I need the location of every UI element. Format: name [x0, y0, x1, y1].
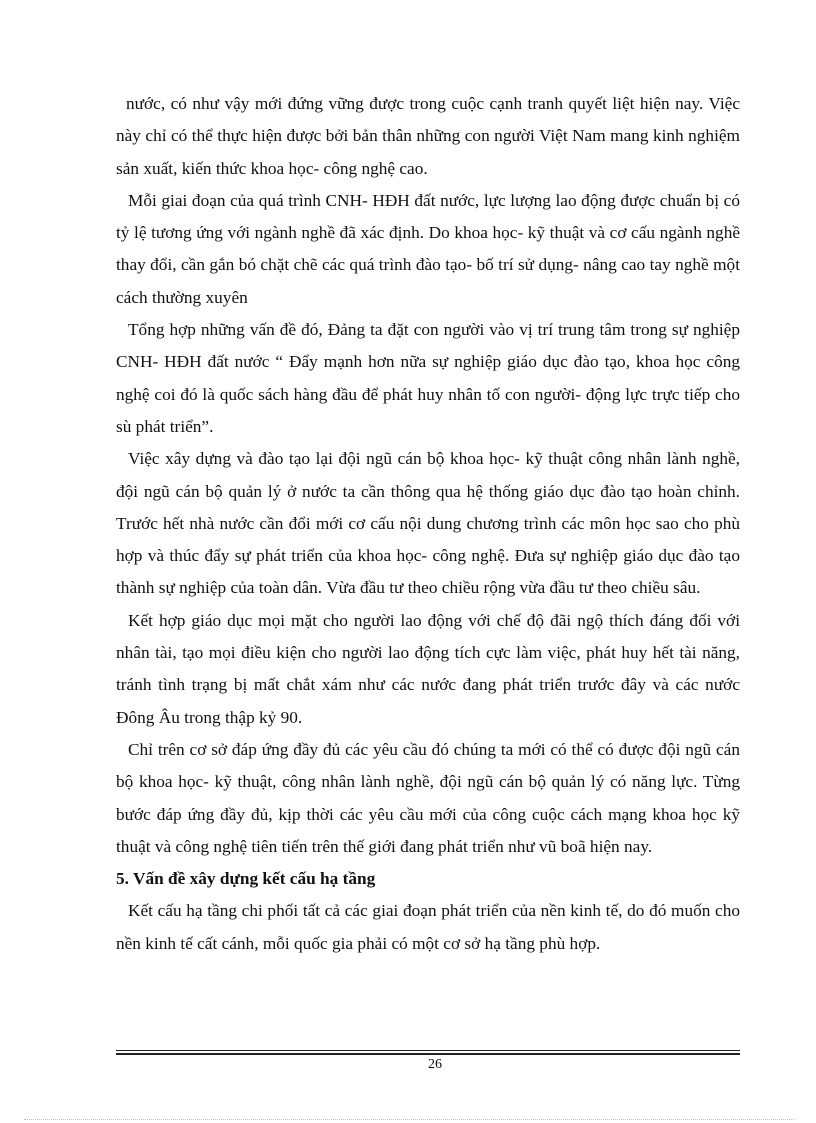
paragraph-5: Kết hợp giáo dục mọi mặt cho người lao động với chế độ đãi ngộ thích đáng đối với nhân tài, tạo mọi điều kiện cho người lao động tích cực làm việc, phát huy hết tài năng, tránh tình trạng bị mất chắt xám như các nước đang phát triển trước đây và các nước Đông Âu trong thập kỷ 90. — [116, 610, 740, 727]
section-heading: 5. Vấn đề xây dựng kết cấu hạ tầng — [116, 869, 376, 889]
footer-rule-thin — [116, 1050, 740, 1051]
page-body — [116, 88, 740, 960]
page-edge-divider — [24, 1119, 794, 1120]
paragraph-4: Việc xây dựng và đào tạo lại đội ngũ cán bộ khoa học- kỹ thuật công nhân lành nghề, đội ngũ cán bộ quản lý ở nước ta cần thông qua hệ thống giáo dục đào tạo hoàn chỉnh. Trước hết nhà nước cần đổi mới cơ cấu nội dung chương trình các môn học sao cho phù hợp và thúc đẩy sự phát triển của khoa học- công nghệ. Đưa sự nghiệp giáo dục đào tạo thành sự nghiệp của toàn dân. Vừa đầu tư theo chiều rộng vừa đầu tư theo chiều sâu. — [116, 449, 740, 598]
page-number: 26 — [428, 1057, 442, 1072]
paragraph-1: nước, có như vậy mới đứng vững được trong cuộc cạnh tranh quyết liệt hiện nay. Việc này chỉ có thể thực hiện được bởi bản thân những con người Việt Nam mang kinh nghiệm sản xuất, kiến thức khoa học- công nghệ cao. — [116, 94, 740, 178]
footer-rule-thick — [116, 1053, 740, 1055]
paragraph-2: Mỗi giai đoạn của quá trình CNH- HĐH đất nước, lực lượng lao động được chuẩn bị có tỷ lệ tương ứng với ngành nghề đã xác định. Do khoa học- kỹ thuật và cơ cấu ngành nghề thay đổi, cần gắn bó chặt chẽ các quá trình đào tạo- bố trí sử dụng- nâng cao tay nghề một cách thường xuyên — [116, 190, 740, 307]
paragraph-3: Tổng hợp những vấn đề đó, Đảng ta đặt con người vào vị trí trung tâm trong sự nghiệp CNH- HĐH đất nước “ Đẩy mạnh hơn nữa sự nghiệp giáo dục đào tạo, khoa học công nghệ coi đó là quốc sách hàng đầu để phát huy nhân tố con người- động lực trực tiếp cho sù phát triển”. — [116, 320, 740, 436]
paragraph-7: Kết cấu hạ tầng chi phối tất cả các giai đoạn phát triển của nền kinh tế, do đó muốn cho nền kinh tế cất cánh, mỗi quốc gia phải có một cơ sở hạ tầng phù hợp. — [116, 901, 740, 953]
paragraph-6: Chỉ trên cơ sở đáp ứng đầy đủ các yêu cầu đó chúng ta mới có thể có được đội ngũ cán bộ khoa học- kỹ thuật, công nhân lành nghề, đội ngũ cán bộ quản lý có năng lực. Từng bước đáp ứng đầy đủ, kịp thời các yêu cầu mới của công cuộc cách mạng khoa học kỹ thuật và công nghệ tiên tiến trên thế giới đang phát triển như vũ boã hiện nay. — [116, 739, 740, 856]
